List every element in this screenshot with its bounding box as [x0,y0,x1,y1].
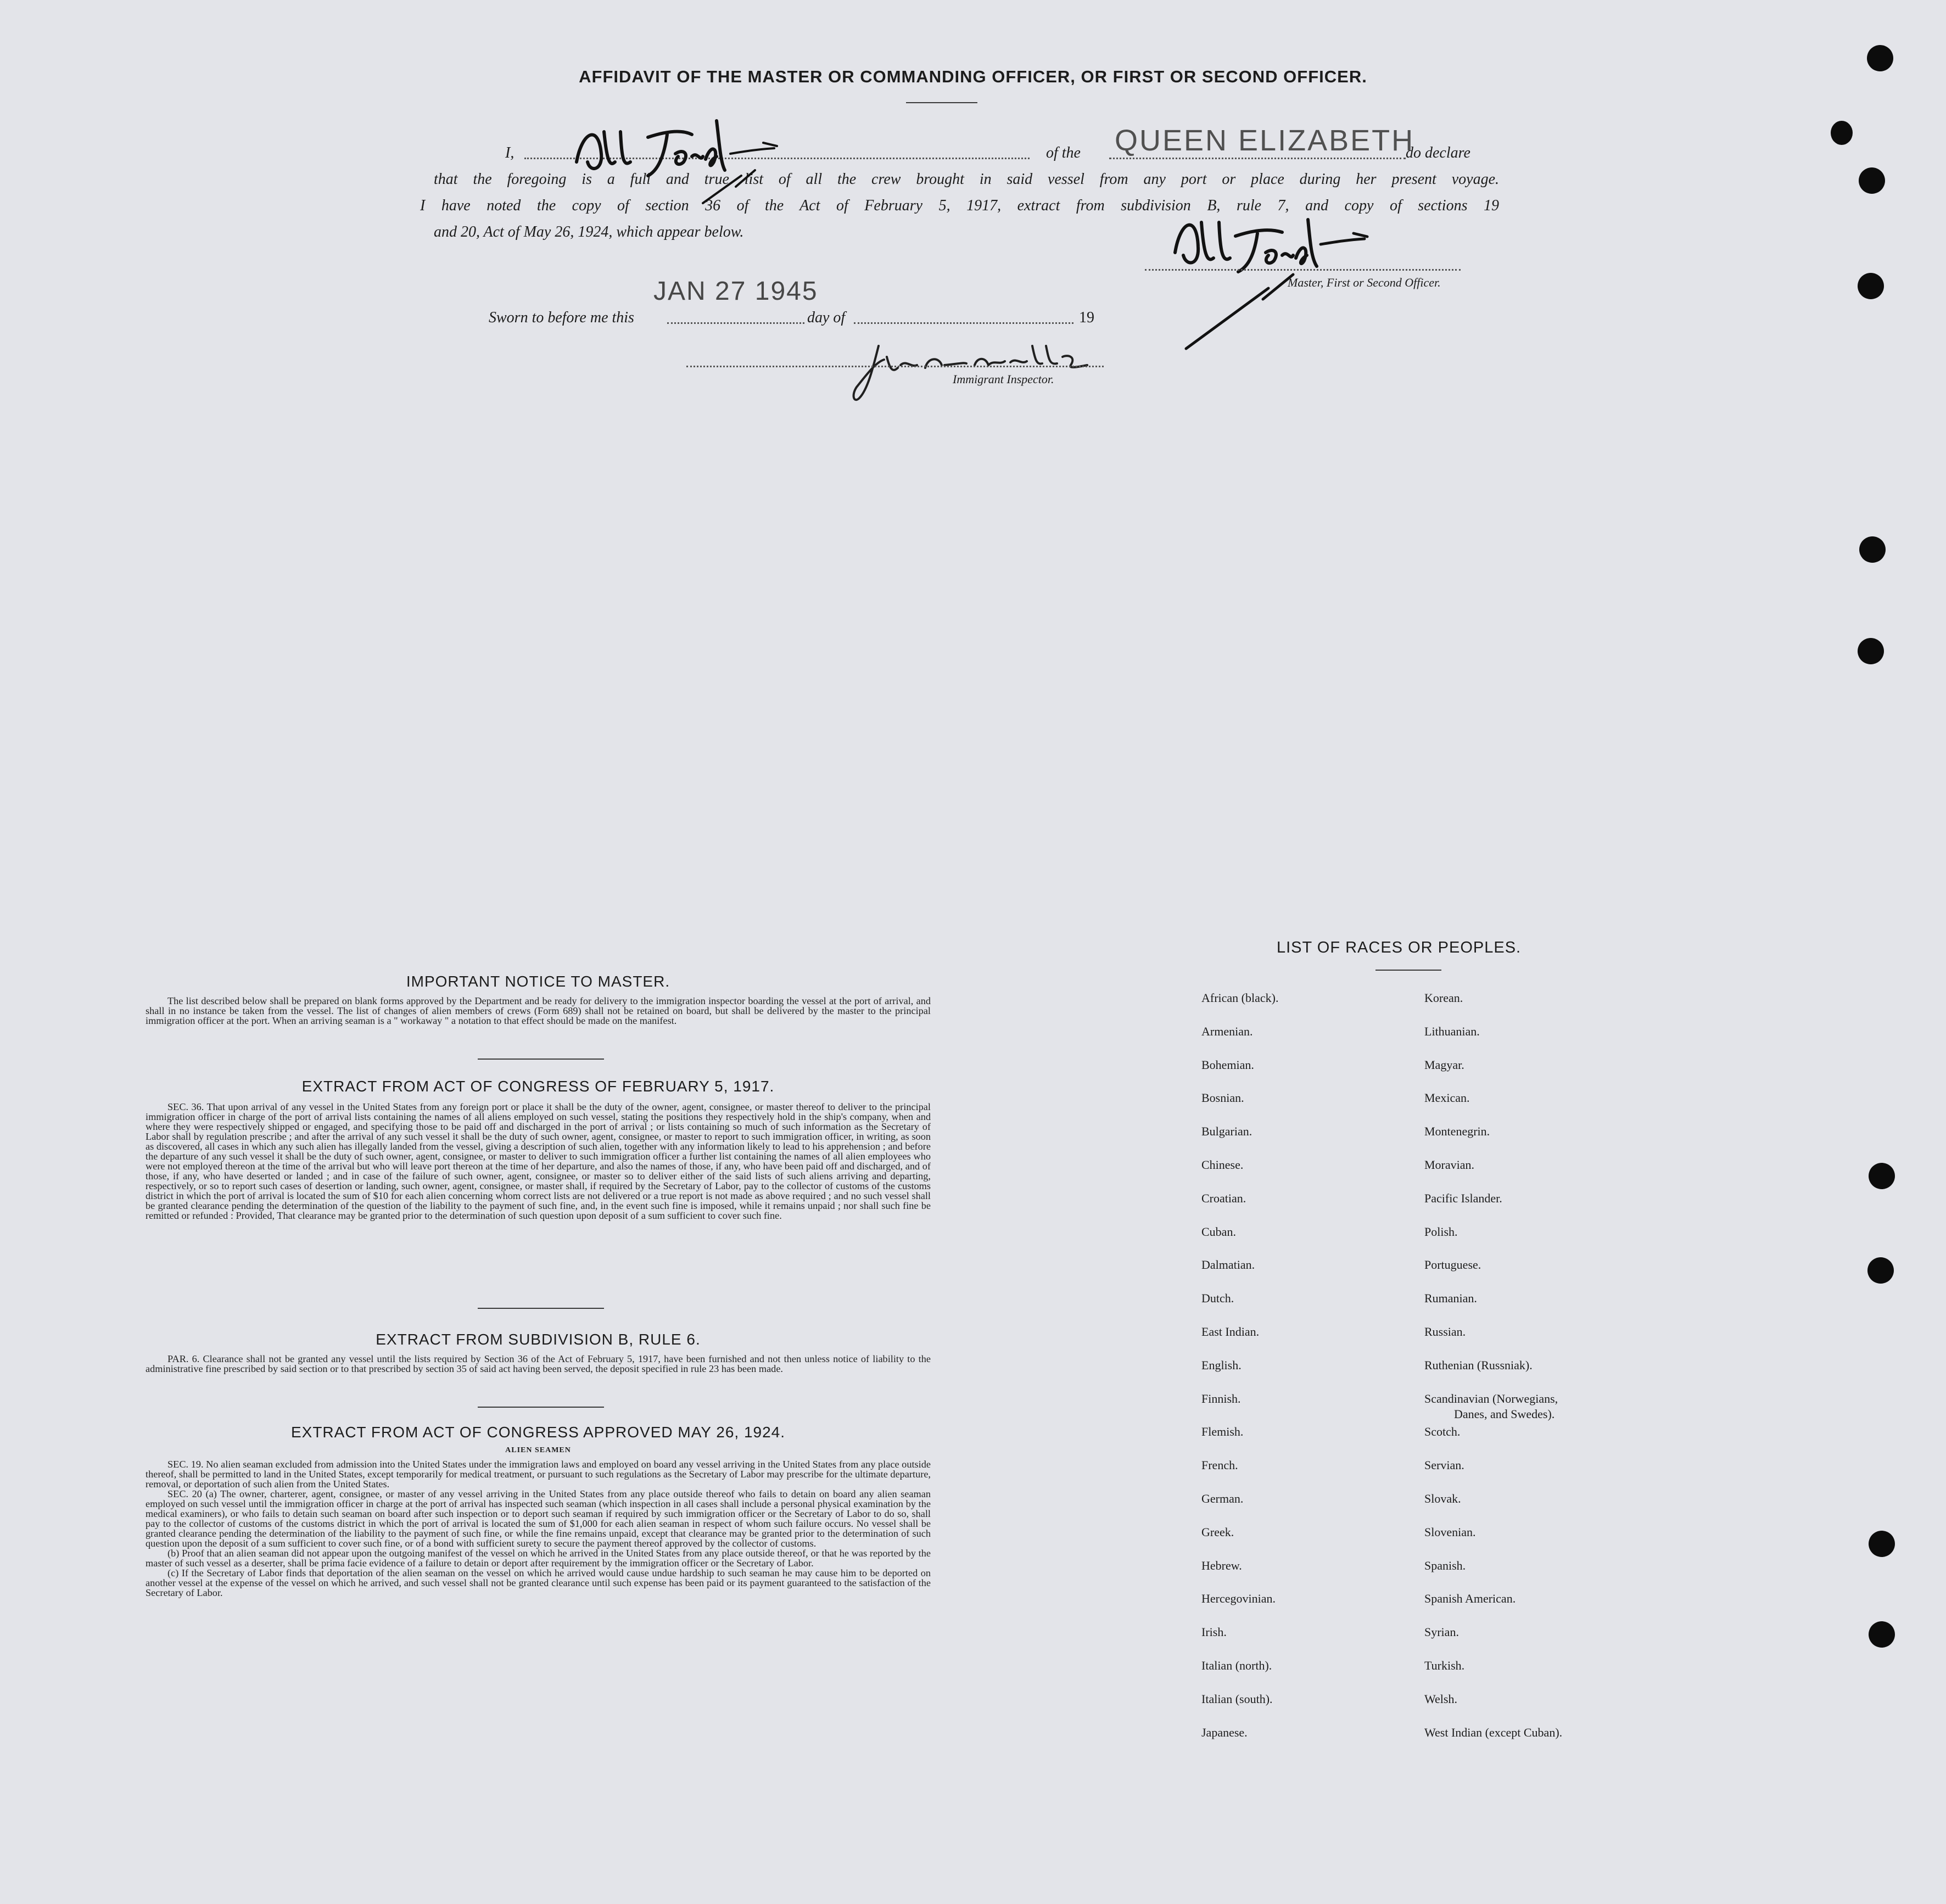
divider-3 [478,1407,604,1408]
month-blank [854,322,1073,324]
race-item: Italian (south). [1201,1692,1273,1706]
affidavit-line3: I have noted the copy of section 36 of the Act of February 5, 1917, extract from subdivision B, rule 7, and copy of sections 19 [420,197,1499,214]
inspector-signature-line [686,366,1104,367]
punch-hole [1869,1621,1895,1648]
sec-20c-paragraph: (c) If the Secretary of Labor finds that deportation of the alien seaman on the vessel on which he arrived would cause undue hardship to such seaman he may cause him to be deported on another vessel at the expense of the vessel on which he arrived, and such vessel shall not be granted clearance until such expense has been paid or its payment guaranteed to the satisfaction of the Secretary of Labor. [146,1567,931,1598]
inspector-caption: Immigrant Inspector. [953,372,1054,386]
extract-1924-title: EXTRACT FROM ACT OF CONGRESS APPROVED MAY 26, 1924. [290,1424,786,1441]
race-item: Scotch. [1424,1425,1461,1438]
punch-hole [1867,45,1893,71]
extract-1924-body [146,1459,931,1598]
affidavit-line2: that the foregoing is a full and true list of all the crew brought in said vessel from any port or place during her present voyage. [434,171,1499,188]
race-item: French. [1201,1458,1238,1472]
race-item: Pacific Islander. [1424,1191,1502,1205]
race-item: African (black). [1201,991,1279,1005]
punch-hole [1859,536,1886,563]
race-item: Slovenian. [1424,1525,1476,1539]
races-underline [1375,970,1441,971]
race-item: Polish. [1424,1225,1458,1239]
day-blank [667,322,804,324]
punch-hole [1831,121,1853,145]
race-item: Flemish. [1201,1425,1244,1438]
race-item: Mexican. [1424,1091,1470,1105]
divider-1 [478,1059,604,1060]
race-item: Montenegrin. [1424,1124,1490,1138]
race-item: Portuguese. [1424,1258,1481,1272]
race-item: Moravian. [1424,1158,1475,1172]
extract-1917-body: SEC. 36. That upon arrival of any vessel in the United States from any foreign port or place it shall be the duty of the owner, agent, consignee, or master thereof to deliver to the principal immigration officer in charge of the port of arrival lists containing the names of all aliens employed on such vessel, stating the positions they respectively hold in the ship's company, when and where they were respectively shipped or engaged, and specifying those to be paid off and discharged in the port of arrival ; or lists containing so much of such information as the Secretary of Labor shall by regulation prescribe ; and after the arrival of any such vessel it shall be the duty of such owner, agent, consignee, or master to report to such immigration officer, in writing, as soon as discovered, all cases in which any such alien has illegally landed from the vessel, giving a description of such alien, together with any information likely to lead to his apprehension ; and before the departure of any such vessel it shall be the duty of such owner, agent, consignee, or master to deliver to such immigration officer a further list containing the names of all alien employees who were not employed thereon at the time of the arrival but who will leave port thereon at the time of her departure, and also the names of those, if any, who have been paid off and discharged, and of those, if any, who have deserted or landed ; and in case of the failure of such owner, agent, consignee, or master so to deliver either of the said lists of such aliens arriving and departing, respectively, or so to report such cases of desertion or landing, such owner, agent, consignee, or master shall, if required by the Secretary of Labor, pay to the collector of customs of the customs district in which the port of arrival is located the sum of $10 for each alien concerning whom correct lists are not delivered or a true report is not made as above required ; and no such vessel shall be granted clearance pending the determination of the question of the liability to the payment of such fine, and, in the event such fine is imposed, while it remains unpaid ; nor shall such fine be remitted or refunded : Provided, That clearance may be granted prior to the determination of such question upon deposit of a sum sufficient to cover such fine. [146,1101,931,1221]
sworn-year: 19 [1079,309,1094,326]
ship-name-stamp: QUEEN ELIZABETH [1115,124,1415,157]
notice-title: IMPORTANT NOTICE TO MASTER. [406,973,670,990]
race-item: East Indian. [1201,1325,1260,1339]
affidavit-line4: and 20, Act of May 26, 1924, which appear below. [434,223,744,240]
race-item: Bulgarian. [1201,1124,1252,1138]
race-item: Turkish. [1424,1659,1465,1672]
race-item: Greek. [1201,1525,1234,1539]
race-item: Slovak. [1424,1492,1461,1505]
race-item: West Indian (except Cuban). [1424,1726,1563,1739]
race-item: Italian (north). [1201,1659,1272,1672]
race-item-continuation: Danes, and Swedes). [1454,1407,1555,1421]
race-item: Dutch. [1201,1291,1234,1305]
race-item: Bosnian. [1201,1091,1244,1105]
punch-hole [1869,1163,1895,1189]
race-item: Japanese. [1201,1726,1248,1739]
punch-hole [1858,273,1884,299]
race-item: Irish. [1201,1625,1227,1639]
race-item: Lithuanian. [1424,1024,1480,1038]
race-item: Welsh. [1424,1692,1457,1706]
race-item: Scandinavian (Norwegians, [1424,1392,1558,1405]
race-item: English. [1201,1358,1242,1372]
affidavit-title: AFFIDAVIT OF THE MASTER OR COMMANDING OFFICER, OR FIRST OR SECOND OFFICER. [579,67,1367,86]
divider-2 [478,1308,604,1309]
rule6-body: PAR. 6. Clearance shall not be granted any vessel until the lists required by Section 36 of the Act of February 5, 1917, have been furnished and not then unless notice of liability to the administrative fine prescribed by said section or to that prescribed by section 35 of said act having been served, the deposit specified in rule 23 has been made. [146,1353,931,1374]
punch-hole [1869,1531,1895,1557]
sworn-prefix: Sworn to before me this [489,309,634,326]
race-item: Syrian. [1424,1625,1459,1639]
race-item: Finnish. [1201,1392,1241,1405]
race-item: Korean. [1424,991,1463,1005]
affidavit-line1-prefix: I, [505,144,515,161]
notice-body: The list described below shall be prepared on blank forms approved by the Department and be ready for delivery to the immigration inspector boarding the vessel at the port of arrival, and shall in no instance be taken from the vessel. The list of changes of alien members of crews (Form 689) shall not be retained on board, but shall be delivered by the master to the principal immigration officer at the port. When an arriving seaman is a " workaway " a notation to that effect should be made on the manifest. [146,995,931,1026]
date-stamp: JAN 27 1945 [653,277,818,306]
races-title: LIST OF RACES OR PEOPLES. [1277,939,1522,956]
race-item: Spanish. [1424,1559,1466,1572]
alien-seamen-subtitle: ALIEN SEAMEN [505,1446,571,1454]
punch-hole [1858,638,1884,664]
signature-master-1 [566,110,818,209]
race-item: Rumanian. [1424,1291,1477,1305]
punch-hole [1867,1257,1894,1284]
race-item: Hercegovinian. [1201,1592,1276,1605]
sec-20a-paragraph: SEC. 20 (a) The owner, charterer, agent, consignee, or master of any vessel arriving in the United States from any place outside thereof who fails to detain on board any alien seaman employed on such vessel until the immigration officer in charge at the port of arrival has inspected such seaman (which inspection in all cases shall include a personal physical examination by the medical examiners), or who fails to detain such seaman on board after such inspection or to deport such seaman if required by such immigration officer or the Secretary of Labor to do so, shall pay to the collector of customs of the customs district in which the port of arrival is located the sum of $1,000 for each alien seaman in respect of whom such failure occurs. No vessel shall be granted clearance pending the determination of the liability to the payment of such fine, or while the fine remains unpaid, except that clearance may be granted prior to the determination of such question upon the deposit of a sum sufficient to cover such fine, or of a bond with sufficient surety to secure the payment thereof approved by the collector of customs. [146,1488,931,1549]
signature-inspector [835,335,1120,406]
affidavit-line1-suffix: do declare [1406,144,1470,161]
rule6-title: EXTRACT FROM SUBDIVISION B, RULE 6. [376,1331,701,1348]
race-item: Croatian. [1201,1191,1246,1205]
sworn-mid: day of [807,309,846,326]
affidavit-line1-mid: of the [1046,144,1081,161]
race-item: German. [1201,1492,1244,1505]
ship-blank [1109,158,1406,159]
race-item: Magyar. [1424,1058,1464,1072]
extract-1917-title: EXTRACT FROM ACT OF CONGRESS OF FEBRUARY 5, 1917. [301,1078,775,1095]
race-item: Russian. [1424,1325,1466,1339]
race-item: Chinese. [1201,1158,1244,1172]
title-underline [906,102,977,103]
race-item: Spanish American. [1424,1592,1516,1605]
race-item: Ruthenian (Russniak). [1424,1358,1533,1372]
punch-hole [1859,167,1885,194]
sec-20b-paragraph: (b) Proof that an alien seaman did not appear upon the outgoing manifest of the vessel on which he arrived in the United States from any place outside thereof, or that he was reported by the master of such vessel as a deserter, shall be prima facie evidence of a failure to detain or deport after requirement by the immigration officer or the Secretary of Labor. [146,1548,931,1569]
master-caption: Master, First or Second Officer. [1288,276,1441,289]
race-item: Hebrew. [1201,1559,1242,1572]
race-item: Servian. [1424,1458,1464,1472]
race-item: Bohemian. [1201,1058,1254,1072]
master-signature-line [1145,269,1461,271]
sec-19-paragraph: SEC. 19. No alien seaman excluded from admission into the United States under the immigration laws and employed on board any vessel arriving in the United States from any place outside thereof, shall be permitted to land in the United States, except temporarily for medical treatment, or pursuant to such regulations as the Secretary of Labor may prescribe for the ultimate departure, removal, or deportation of such alien from the United States. [146,1459,931,1489]
race-item: Dalmatian. [1201,1258,1255,1272]
race-item: Cuban. [1201,1225,1236,1239]
race-item: Armenian. [1201,1024,1253,1038]
